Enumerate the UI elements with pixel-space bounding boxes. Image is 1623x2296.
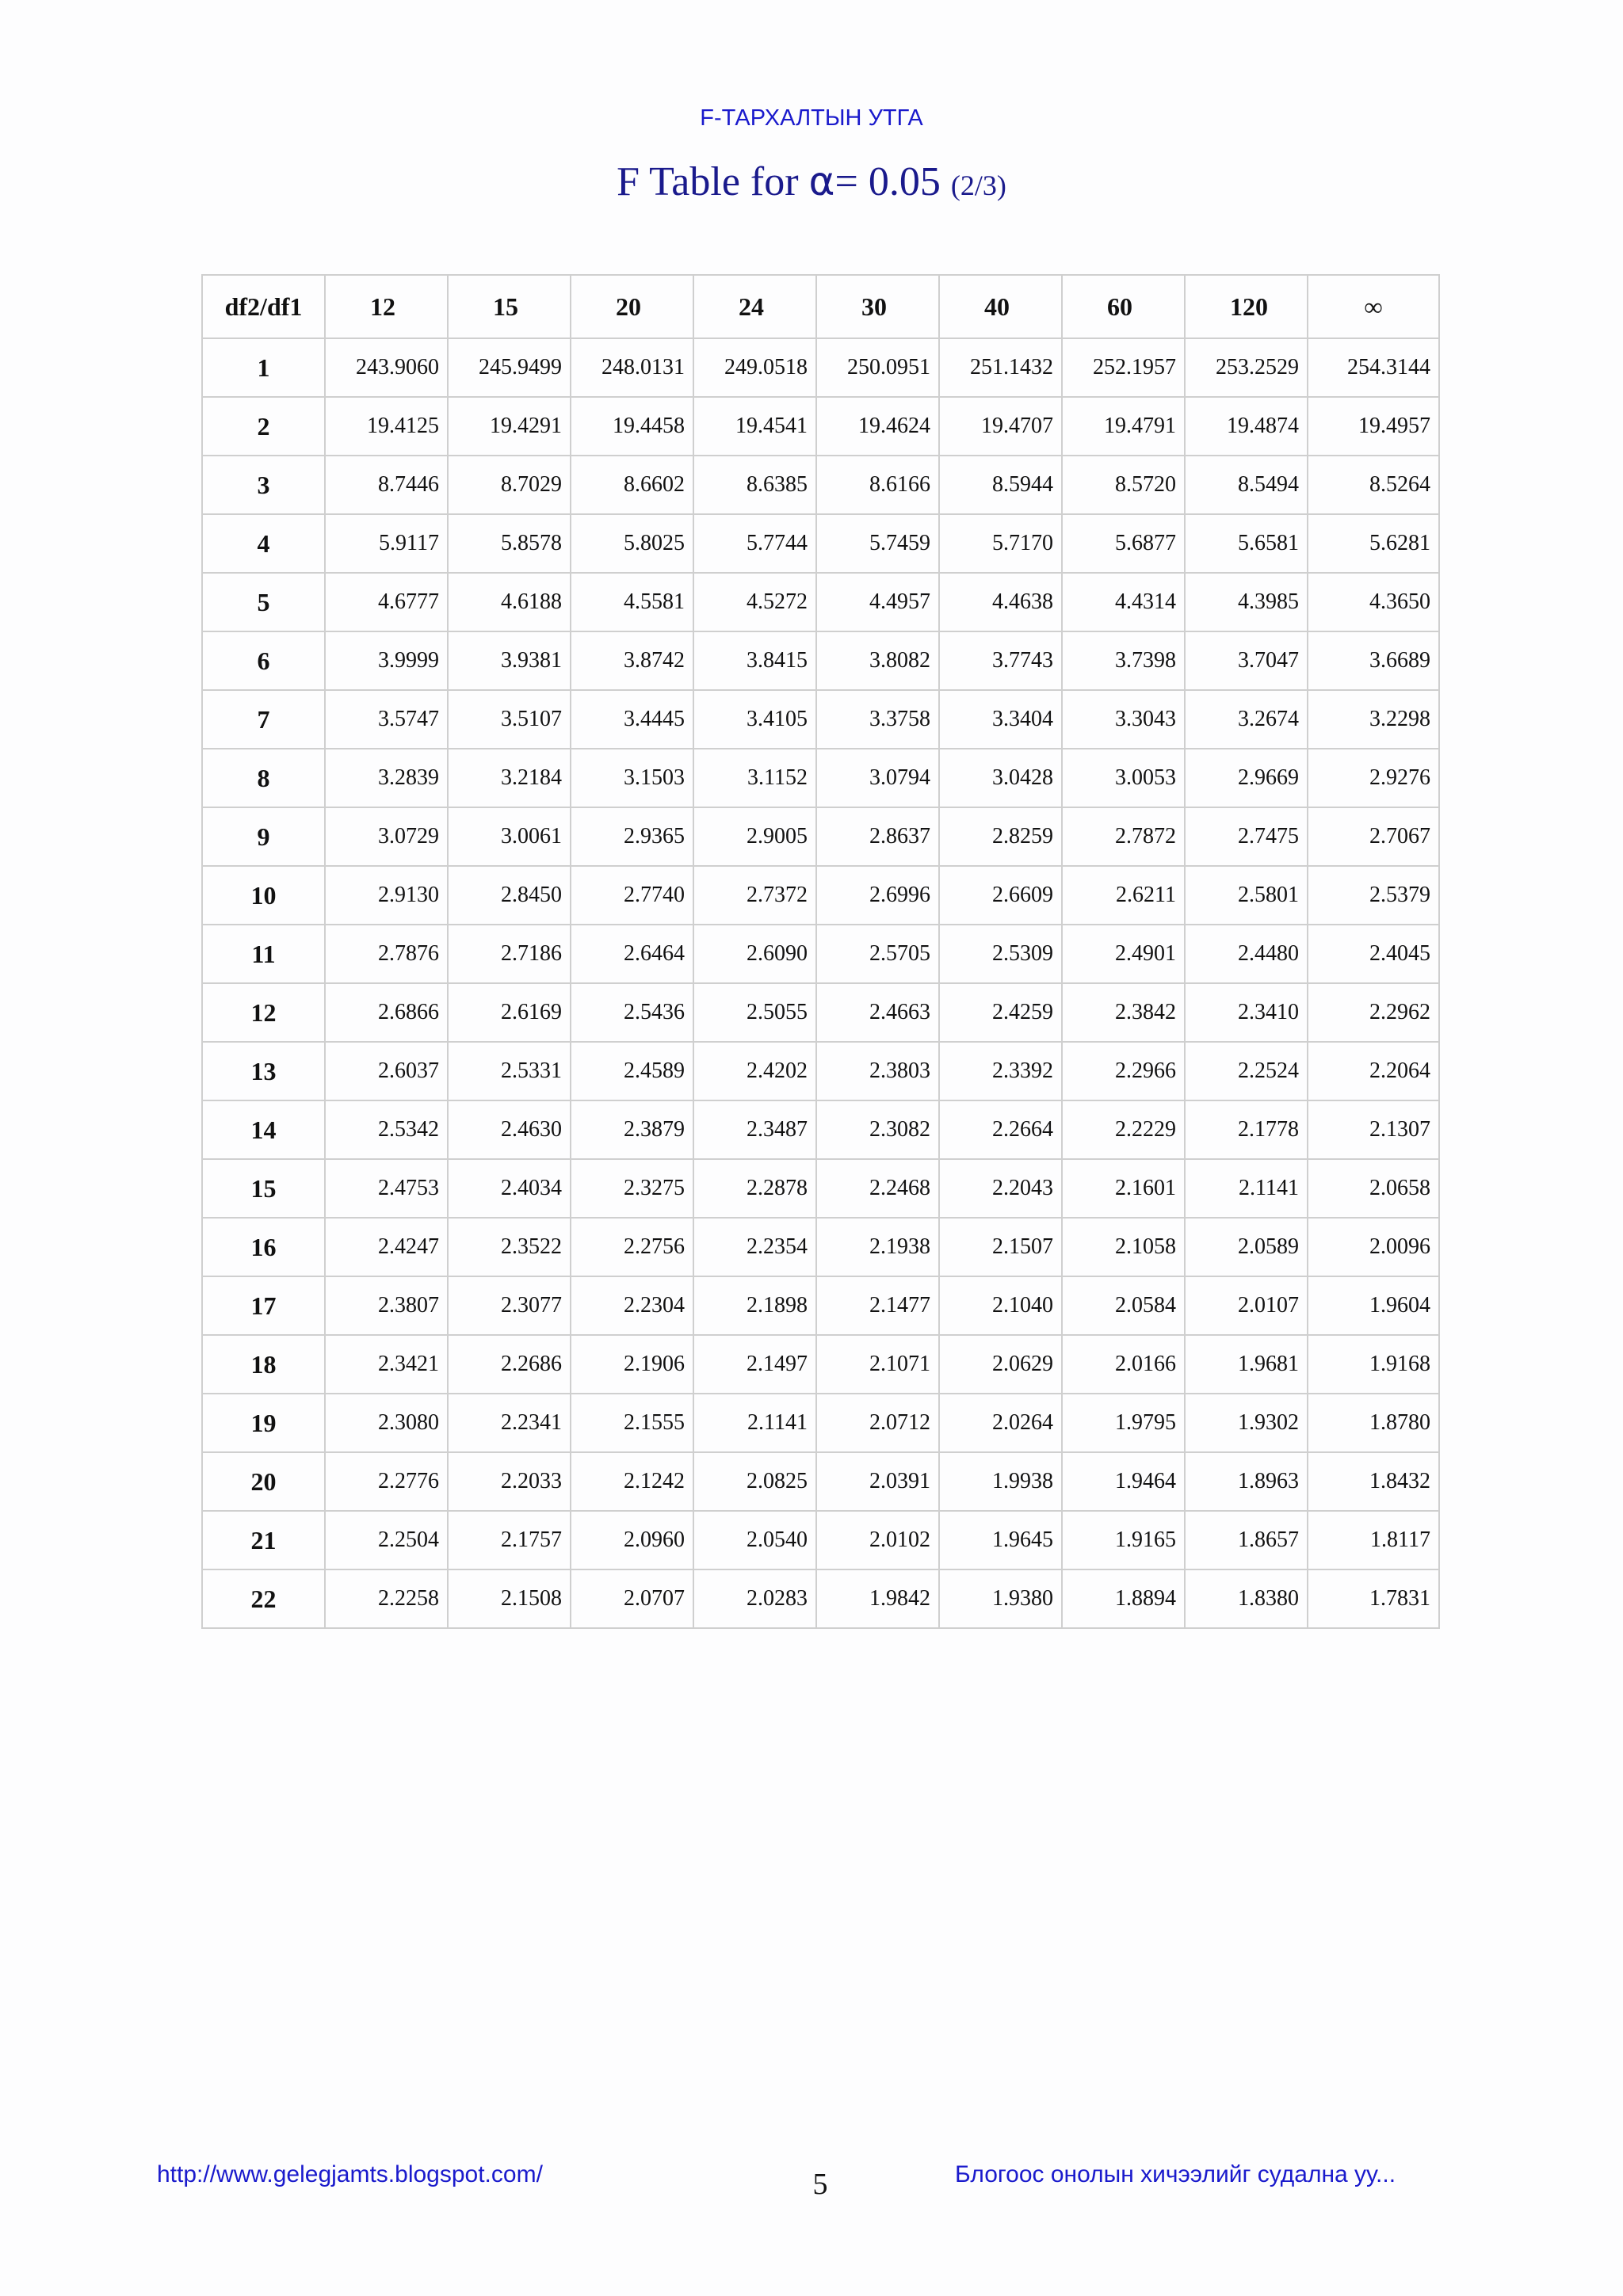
- table-cell-value: 3.7047: [1185, 631, 1308, 690]
- table-cell-value: 3.1503: [571, 749, 693, 807]
- table-cell-value: 2.1507: [939, 1218, 1062, 1276]
- table-cell-value: 1.9795: [1062, 1394, 1185, 1452]
- table-cell-value: 2.9365: [571, 807, 693, 866]
- table-cell-value: 2.0283: [693, 1569, 816, 1628]
- table-cell-value: 2.1898: [693, 1276, 816, 1335]
- row-header-df2: 9: [202, 807, 325, 866]
- table-cell-value: 2.6037: [325, 1042, 448, 1100]
- column-header-df1: ∞: [1308, 275, 1439, 338]
- table-row: [202, 925, 1439, 983]
- table-cell-value: 254.3144: [1308, 338, 1439, 397]
- table-cell-value: 3.4105: [693, 690, 816, 749]
- table-row: [202, 1100, 1439, 1159]
- table-cell-value: 1.9168: [1308, 1335, 1439, 1394]
- table-row: [202, 338, 1439, 397]
- table-cell-value: 2.2229: [1062, 1100, 1185, 1159]
- table-cell-value: 2.6464: [571, 925, 693, 983]
- table-cell-value: 2.7475: [1185, 807, 1308, 866]
- table-cell-value: 4.4957: [816, 573, 939, 631]
- table-cell-value: 253.2529: [1185, 338, 1308, 397]
- table-cell-value: 1.7831: [1308, 1569, 1439, 1628]
- column-header-df1: 120: [1185, 275, 1308, 338]
- row-header-df2: 14: [202, 1100, 325, 1159]
- table-cell-value: 2.1040: [939, 1276, 1062, 1335]
- table-cell-value: 3.3043: [1062, 690, 1185, 749]
- table-cell-value: 1.8963: [1185, 1452, 1308, 1511]
- table-cell-value: 2.7872: [1062, 807, 1185, 866]
- table-cell-value: 3.0729: [325, 807, 448, 866]
- table-cell-value: 2.7067: [1308, 807, 1439, 866]
- table-cell-value: 2.3421: [325, 1335, 448, 1394]
- table-cell-value: 2.4045: [1308, 925, 1439, 983]
- table-cell-value: 2.3522: [448, 1218, 571, 1276]
- table-cell-value: 5.6281: [1308, 514, 1439, 573]
- table-cell-value: 2.0166: [1062, 1335, 1185, 1394]
- table-row: [202, 1218, 1439, 1276]
- table-cell-value: 2.7186: [448, 925, 571, 983]
- title-value: = 0.05: [834, 159, 941, 204]
- table-cell-value: 2.3842: [1062, 983, 1185, 1042]
- table-cell-value: 2.0584: [1062, 1276, 1185, 1335]
- table-cell-value: 1.9938: [939, 1452, 1062, 1511]
- table-cell-value: 1.9464: [1062, 1452, 1185, 1511]
- table-cell-value: 3.8742: [571, 631, 693, 690]
- table-cell-value: 248.0131: [571, 338, 693, 397]
- row-header-df2: 11: [202, 925, 325, 983]
- column-header-df1: 24: [693, 275, 816, 338]
- row-header-df2: 18: [202, 1335, 325, 1394]
- table-cell-value: 1.8432: [1308, 1452, 1439, 1511]
- row-header-df2: 7: [202, 690, 325, 749]
- f-distribution-table: [201, 274, 1440, 1629]
- table-cell-value: 2.2504: [325, 1511, 448, 1569]
- table-cell-value: 2.1555: [571, 1394, 693, 1452]
- table-cell-value: 8.5264: [1308, 456, 1439, 514]
- table-cell-value: 5.9117: [325, 514, 448, 573]
- column-header-df1: 40: [939, 275, 1062, 338]
- table-cell-value: 4.6777: [325, 573, 448, 631]
- table-cell-value: 2.6090: [693, 925, 816, 983]
- table-cell-value: 5.6581: [1185, 514, 1308, 573]
- row-header-df2: 10: [202, 866, 325, 925]
- table-cell-value: 2.4630: [448, 1100, 571, 1159]
- table-cell-value: 8.6166: [816, 456, 939, 514]
- table-cell-value: 2.3807: [325, 1276, 448, 1335]
- table-cell-value: 19.4125: [325, 397, 448, 456]
- alpha-symbol: α: [808, 158, 835, 204]
- table-cell-value: 19.4458: [571, 397, 693, 456]
- table-cell-value: 4.3650: [1308, 573, 1439, 631]
- table-cell-value: 2.2033: [448, 1452, 571, 1511]
- table-cell-value: 2.4034: [448, 1159, 571, 1218]
- table-cell-value: 2.1906: [571, 1335, 693, 1394]
- table-cell-value: 2.2878: [693, 1159, 816, 1218]
- table-cell-value: 2.2064: [1308, 1042, 1439, 1100]
- table-cell-value: 3.8082: [816, 631, 939, 690]
- table-cell-value: 1.9604: [1308, 1276, 1439, 1335]
- table-cell-value: 1.8380: [1185, 1569, 1308, 1628]
- table-cell-value: 1.8657: [1185, 1511, 1308, 1569]
- table-cell-value: 2.3082: [816, 1100, 939, 1159]
- table-cell-value: 2.0102: [816, 1511, 939, 1569]
- table-cell-value: 8.5720: [1062, 456, 1185, 514]
- table-cell-value: 2.5342: [325, 1100, 448, 1159]
- table-cell-value: 3.1152: [693, 749, 816, 807]
- table-row: [202, 983, 1439, 1042]
- table-cell-value: 2.2304: [571, 1276, 693, 1335]
- table-cell-value: 2.1058: [1062, 1218, 1185, 1276]
- table-cell-value: 5.7744: [693, 514, 816, 573]
- table-cell-value: 8.5494: [1185, 456, 1308, 514]
- table-cell-value: 2.0825: [693, 1452, 816, 1511]
- table-row: [202, 1511, 1439, 1569]
- row-header-df2: 16: [202, 1218, 325, 1276]
- row-header-df2: 15: [202, 1159, 325, 1218]
- table-cell-value: 4.3985: [1185, 573, 1308, 631]
- table-cell-value: 5.7459: [816, 514, 939, 573]
- table-cell-value: 3.7398: [1062, 631, 1185, 690]
- table-cell-value: 1.9681: [1185, 1335, 1308, 1394]
- table-cell-value: 2.2776: [325, 1452, 448, 1511]
- table-cell-value: 250.0951: [816, 338, 939, 397]
- table-cell-value: 2.0707: [571, 1569, 693, 1628]
- table-row: [202, 1042, 1439, 1100]
- table-cell-value: 2.5436: [571, 983, 693, 1042]
- table-cell-value: 1.9842: [816, 1569, 939, 1628]
- table-cell-value: 1.9380: [939, 1569, 1062, 1628]
- table-cell-value: 3.7743: [939, 631, 1062, 690]
- table-cell-value: 4.5581: [571, 573, 693, 631]
- table-cell-value: 3.5107: [448, 690, 571, 749]
- table-row: [202, 1394, 1439, 1452]
- table-cell-value: 3.6689: [1308, 631, 1439, 690]
- table-row: [202, 631, 1439, 690]
- table-cell-value: 8.7446: [325, 456, 448, 514]
- table-row: [202, 573, 1439, 631]
- table-cell-value: 2.2524: [1185, 1042, 1308, 1100]
- table-cell-value: 4.4638: [939, 573, 1062, 631]
- column-header-df1: 20: [571, 275, 693, 338]
- table-cell-value: 2.3275: [571, 1159, 693, 1218]
- table-cell-value: 2.4901: [1062, 925, 1185, 983]
- table-cell-value: 3.3758: [816, 690, 939, 749]
- table-cell-value: 19.4874: [1185, 397, 1308, 456]
- table-cell-value: 2.2756: [571, 1218, 693, 1276]
- table-cell-value: 2.0540: [693, 1511, 816, 1569]
- table-cell-value: 2.2043: [939, 1159, 1062, 1218]
- table-cell-value: 2.1601: [1062, 1159, 1185, 1218]
- table-cell-value: 3.0053: [1062, 749, 1185, 807]
- row-header-df2: 20: [202, 1452, 325, 1511]
- page-title: [0, 158, 1623, 205]
- table-cell-value: 2.6996: [816, 866, 939, 925]
- row-header-df2: 3: [202, 456, 325, 514]
- table-cell-value: 2.2468: [816, 1159, 939, 1218]
- table-cell-value: 2.0658: [1308, 1159, 1439, 1218]
- table-cell-value: 2.3080: [325, 1394, 448, 1452]
- table-cell-value: 3.0794: [816, 749, 939, 807]
- table-cell-value: 19.4957: [1308, 397, 1439, 456]
- table-cell-value: 19.4707: [939, 397, 1062, 456]
- table-cell-value: 2.6866: [325, 983, 448, 1042]
- table-cell-value: 2.8450: [448, 866, 571, 925]
- table-cell-value: 5.8025: [571, 514, 693, 573]
- column-header-df1: 12: [325, 275, 448, 338]
- table-cell-value: 2.4753: [325, 1159, 448, 1218]
- table-cell-value: 2.7372: [693, 866, 816, 925]
- table-cell-value: 3.2298: [1308, 690, 1439, 749]
- row-header-df2: 13: [202, 1042, 325, 1100]
- table-cell-value: 2.3487: [693, 1100, 816, 1159]
- table-row: [202, 456, 1439, 514]
- table-cell-value: 3.0061: [448, 807, 571, 866]
- table-cell-value: 2.3077: [448, 1276, 571, 1335]
- table-cell-value: 19.4624: [816, 397, 939, 456]
- row-header-df2: 4: [202, 514, 325, 573]
- row-header-df2: 19: [202, 1394, 325, 1452]
- table-cell-value: 2.4259: [939, 983, 1062, 1042]
- table-cell-value: 2.5309: [939, 925, 1062, 983]
- table-row: [202, 1335, 1439, 1394]
- table-row: [202, 1569, 1439, 1628]
- table-cell-value: 2.2258: [325, 1569, 448, 1628]
- table-cell-value: 2.5705: [816, 925, 939, 983]
- page-number: 5: [812, 2168, 828, 2201]
- footer-url-link[interactable]: http://www.gelegjamts.blogspot.com/: [157, 2161, 543, 2187]
- table-cell-value: 2.4589: [571, 1042, 693, 1100]
- row-header-df2: 5: [202, 573, 325, 631]
- table-cell-value: 2.1497: [693, 1335, 816, 1394]
- table-cell-value: 5.7170: [939, 514, 1062, 573]
- table-cell-value: 2.2664: [939, 1100, 1062, 1159]
- table-cell-value: 2.1938: [816, 1218, 939, 1276]
- row-header-df2: 12: [202, 983, 325, 1042]
- table-cell-value: 2.4247: [325, 1218, 448, 1276]
- table-cell-value: 1.9645: [939, 1511, 1062, 1569]
- table-cell-value: 2.8637: [816, 807, 939, 866]
- table-cell-value: 2.0712: [816, 1394, 939, 1452]
- table-cell-value: 1.8117: [1308, 1511, 1439, 1569]
- table-cell-value: 3.2184: [448, 749, 571, 807]
- column-header-df1: 30: [816, 275, 939, 338]
- table-cell-value: 1.8780: [1308, 1394, 1439, 1452]
- table-row: [202, 1159, 1439, 1218]
- table-cell-value: 2.5379: [1308, 866, 1439, 925]
- table-row: [202, 807, 1439, 866]
- table-cell-value: 2.7876: [325, 925, 448, 983]
- table-cell-value: 2.0960: [571, 1511, 693, 1569]
- table-cell-value: 2.1242: [571, 1452, 693, 1511]
- table-cell-value: 2.6211: [1062, 866, 1185, 925]
- table-cell-value: 8.6385: [693, 456, 816, 514]
- table-header-row: [202, 275, 1439, 338]
- table-cell-value: 2.3410: [1185, 983, 1308, 1042]
- table-cell-value: 3.2674: [1185, 690, 1308, 749]
- table-cell-value: 2.8259: [939, 807, 1062, 866]
- table-cell-value: 243.9060: [325, 338, 448, 397]
- table-cell-value: 2.6609: [939, 866, 1062, 925]
- row-header-df2: 1: [202, 338, 325, 397]
- table-cell-value: 2.9130: [325, 866, 448, 925]
- table-cell-value: 5.6877: [1062, 514, 1185, 573]
- table-cell-value: 2.0629: [939, 1335, 1062, 1394]
- table-cell-value: 2.0096: [1308, 1218, 1439, 1276]
- footer-note: Блогоос онолын хичээлийг судална уу...: [955, 2161, 1396, 2187]
- table-cell-value: 3.0428: [939, 749, 1062, 807]
- table-cell-value: 2.9669: [1185, 749, 1308, 807]
- table-cell-value: 2.3392: [939, 1042, 1062, 1100]
- table-row: [202, 397, 1439, 456]
- table-row: [202, 749, 1439, 807]
- table-cell-value: 8.6602: [571, 456, 693, 514]
- table-cell-value: 2.1307: [1308, 1100, 1439, 1159]
- table-cell-value: 2.1141: [1185, 1159, 1308, 1218]
- table-cell-value: 2.4202: [693, 1042, 816, 1100]
- table-cell-value: 3.8415: [693, 631, 816, 690]
- table-cell-value: 2.9276: [1308, 749, 1439, 807]
- table-cell-value: 19.4541: [693, 397, 816, 456]
- row-header-df2: 22: [202, 1569, 325, 1628]
- table-row: [202, 866, 1439, 925]
- table-cell-value: 2.2686: [448, 1335, 571, 1394]
- table-cell-value: 2.2341: [448, 1394, 571, 1452]
- table-cell-value: 4.6188: [448, 573, 571, 631]
- table-cell-value: 2.3879: [571, 1100, 693, 1159]
- table-cell-value: 1.8894: [1062, 1569, 1185, 1628]
- table-cell-value: 2.2966: [1062, 1042, 1185, 1100]
- table-cell-value: 2.0589: [1185, 1218, 1308, 1276]
- table-cell-value: 4.5272: [693, 573, 816, 631]
- column-header-df1: 15: [448, 275, 571, 338]
- table-cell-value: 2.1071: [816, 1335, 939, 1394]
- table-cell-value: 1.9165: [1062, 1511, 1185, 1569]
- table-cell-value: 3.9999: [325, 631, 448, 690]
- table-cell-value: 5.8578: [448, 514, 571, 573]
- table-cell-value: 3.4445: [571, 690, 693, 749]
- table-row: [202, 1452, 1439, 1511]
- table-cell-value: 19.4291: [448, 397, 571, 456]
- table-cell-value: 4.4314: [1062, 573, 1185, 631]
- table-cell-value: 2.0107: [1185, 1276, 1308, 1335]
- table-cell-value: 8.7029: [448, 456, 571, 514]
- table-cell-value: 19.4791: [1062, 397, 1185, 456]
- table-cell-value: 2.2354: [693, 1218, 816, 1276]
- table-cell-value: 2.3803: [816, 1042, 939, 1100]
- table-cell-value: 251.1432: [939, 338, 1062, 397]
- table-cell-value: 2.9005: [693, 807, 816, 866]
- table-cell-value: 2.1778: [1185, 1100, 1308, 1159]
- row-header-df2: 2: [202, 397, 325, 456]
- table-cell-value: 3.3404: [939, 690, 1062, 749]
- table-cell-value: 3.9381: [448, 631, 571, 690]
- row-header-df2: 17: [202, 1276, 325, 1335]
- table-row: [202, 690, 1439, 749]
- table-cell-value: 3.5747: [325, 690, 448, 749]
- table-cell-value: 2.1141: [693, 1394, 816, 1452]
- table-cell-value: 2.5331: [448, 1042, 571, 1100]
- row-header-df2: 6: [202, 631, 325, 690]
- table-row: [202, 514, 1439, 573]
- row-header-df2: 8: [202, 749, 325, 807]
- table-cell-value: 2.7740: [571, 866, 693, 925]
- title-page-part: (2/3): [950, 170, 1006, 201]
- table-body: [202, 338, 1439, 1628]
- table-cell-value: 1.9302: [1185, 1394, 1308, 1452]
- page-header-label: F-ТАРХАЛТЫН УТГА: [700, 105, 923, 131]
- table-cell-value: 2.0264: [939, 1394, 1062, 1452]
- row-header-df2: 21: [202, 1511, 325, 1569]
- table-corner-label: df2/df1: [202, 275, 325, 338]
- table-cell-value: 3.2839: [325, 749, 448, 807]
- table-cell-value: 8.5944: [939, 456, 1062, 514]
- table-row: [202, 1276, 1439, 1335]
- table-cell-value: 245.9499: [448, 338, 571, 397]
- table-cell-value: 2.2962: [1308, 983, 1439, 1042]
- table-cell-value: 2.0391: [816, 1452, 939, 1511]
- table-cell-value: 2.5055: [693, 983, 816, 1042]
- table-cell-value: 2.4480: [1185, 925, 1308, 983]
- table-cell-value: 2.1508: [448, 1569, 571, 1628]
- table-cell-value: 2.6169: [448, 983, 571, 1042]
- table-cell-value: 2.1477: [816, 1276, 939, 1335]
- title-prefix: F Table for: [617, 159, 809, 204]
- table-cell-value: 249.0518: [693, 338, 816, 397]
- table-cell-value: 2.1757: [448, 1511, 571, 1569]
- table-cell-value: 2.5801: [1185, 866, 1308, 925]
- column-header-df1: 60: [1062, 275, 1185, 338]
- table-cell-value: 2.4663: [816, 983, 939, 1042]
- table-cell-value: 252.1957: [1062, 338, 1185, 397]
